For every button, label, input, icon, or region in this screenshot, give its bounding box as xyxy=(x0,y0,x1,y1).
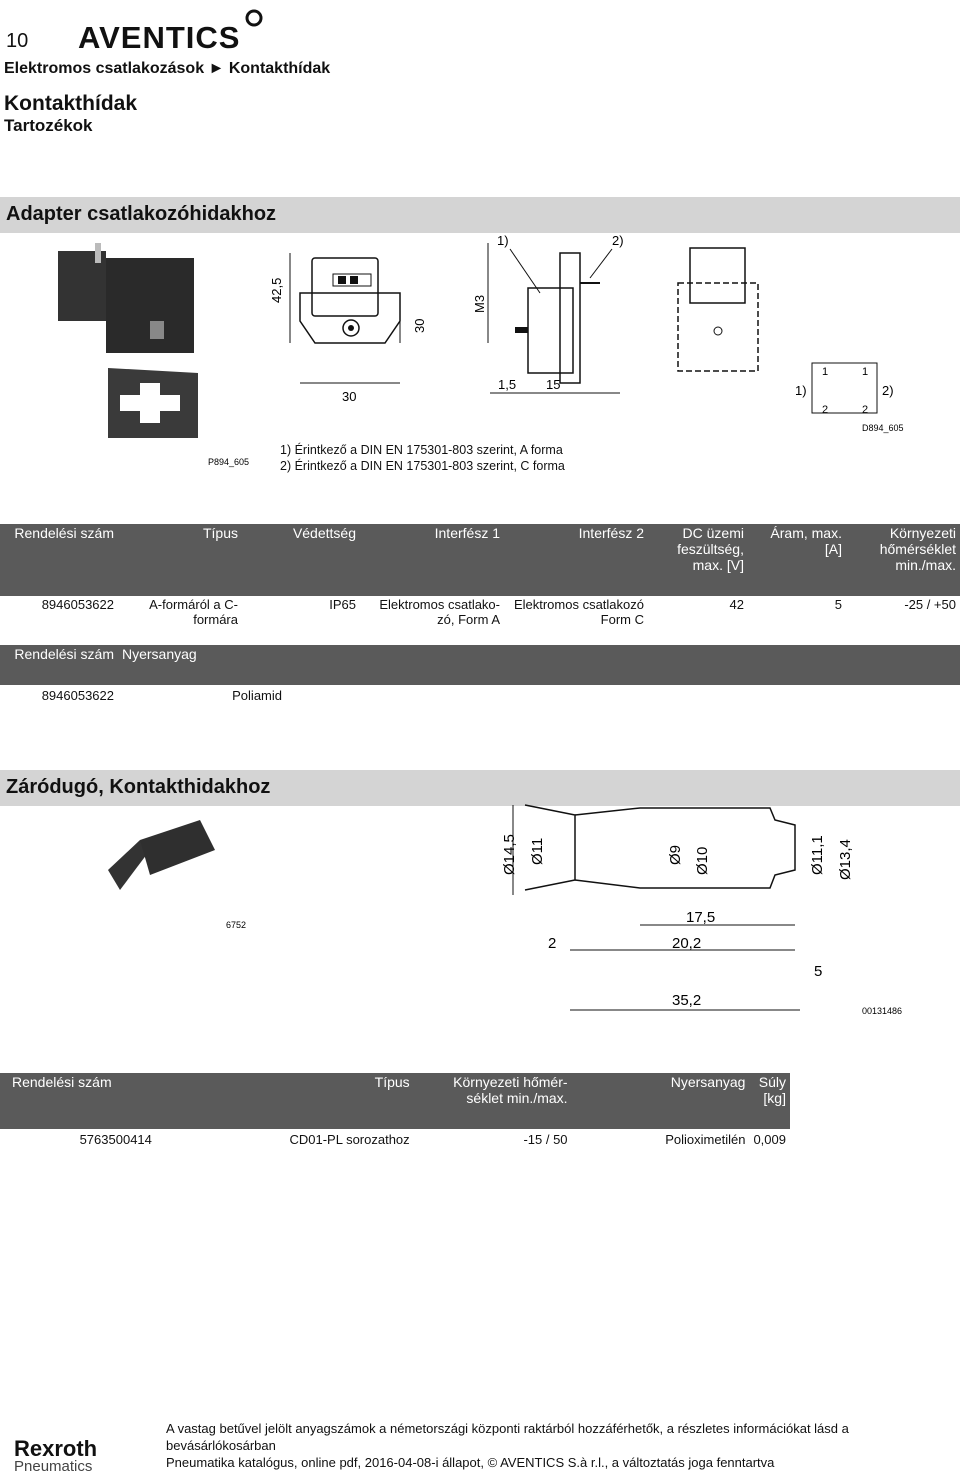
svg-text:1: 1 xyxy=(822,366,829,378)
footer xyxy=(166,1420,956,1471)
rexroth-logo: Rexroth xyxy=(14,1436,98,1461)
section2-title: Záródugó, Kontakthidakhoz xyxy=(6,776,271,798)
footer-line1: A vastag betűvel jelölt anyagszámok a németországi központi raktárból hozzáférhetők, a részletes információkat lásd a bevásárlókosárban xyxy=(166,1421,849,1453)
aventics-logo xyxy=(78,10,268,59)
svg-text:42,5: 42,5 xyxy=(269,277,284,303)
svg-text:5: 5 xyxy=(814,963,823,980)
col-header: Súly [kg] xyxy=(749,1073,790,1129)
plug-photo xyxy=(108,820,215,890)
plug-drawing xyxy=(0,800,960,1020)
breadcrumb xyxy=(4,60,330,78)
svg-text:M3: M3 xyxy=(472,294,487,313)
svg-text:1): 1) xyxy=(497,233,509,248)
page-subtitle: Tartozékok xyxy=(4,116,93,135)
svg-text:35,2: 35,2 xyxy=(672,992,702,1009)
svg-text:20,2: 20,2 xyxy=(672,935,702,952)
svg-text:2: 2 xyxy=(822,404,829,416)
section1-title: Adapter csatlakozóhidakhoz xyxy=(6,203,277,225)
breadcrumb-part2: Kontakthídak xyxy=(228,60,331,77)
svg-text:1,5: 1,5 xyxy=(498,377,517,392)
note-1: 1) Érintkező a DIN EN 175301-803 szerint, A forma xyxy=(280,443,563,457)
col-header: Rendelési szám xyxy=(0,645,118,685)
col-header: DC üzemi feszültség, max. [V] xyxy=(648,524,748,596)
svg-text:Ø9: Ø9 xyxy=(667,844,684,865)
svg-text:2): 2) xyxy=(612,233,624,248)
svg-text:00131486: 00131486 xyxy=(862,1006,903,1016)
col-header: Nyersanyag xyxy=(572,1073,750,1129)
plug-table xyxy=(0,1073,790,1149)
svg-text:Ø10: Ø10 xyxy=(694,846,711,875)
col-header: Típus xyxy=(156,1073,414,1129)
col-header: Interfész 1 xyxy=(360,524,504,596)
table-row: 8946053622 Poliamid xyxy=(41,687,282,703)
svg-text:Ø11,1: Ø11,1 xyxy=(809,835,826,875)
material-table xyxy=(0,645,960,705)
footer-line2: Pneumatika katalógus, online pdf, 2016-04-08-i állapot, © AVENTICS S.à r.l., a változtatás joga fenntartva xyxy=(166,1455,775,1470)
svg-text:P894_605: P894_605 xyxy=(208,457,250,467)
page-title: Kontakthídak xyxy=(4,92,138,115)
col-header: Védettség xyxy=(242,524,360,596)
pneumatics-label: Pneumatics xyxy=(14,1458,93,1475)
col-header: Nyersanyag xyxy=(118,645,286,685)
col-header: Környezeti hőmérséklet min./max. xyxy=(846,524,960,596)
svg-text:30: 30 xyxy=(412,318,427,333)
note-2: 2) Érintkező a DIN EN 175301-803 szerint, C forma xyxy=(280,459,565,473)
svg-text:Ø13,4: Ø13,4 xyxy=(837,839,854,880)
svg-text:2: 2 xyxy=(548,935,557,952)
svg-text:17,5: 17,5 xyxy=(686,909,716,926)
table-row: 8946053622 A-formáról a C-formára IP65 Elektromos csatlako-zó, Form A Elektromos csatlakozó Form C 42 5 -25 / +50 xyxy=(41,597,956,627)
col-header: Interfész 2 xyxy=(504,524,648,596)
breadcrumb-part1: Elektromos csatlakozások xyxy=(4,60,205,77)
table-row: 5763500414 CD01-PL sorozathoz -15 / 50 Polioximetilén 0,009 xyxy=(79,1131,786,1147)
svg-text:Ø11: Ø11 xyxy=(529,837,546,865)
col-header: Rendelési szám xyxy=(0,1073,156,1129)
adapter-table xyxy=(0,524,960,636)
svg-text:D894_605: D894_605 xyxy=(862,423,904,433)
svg-text:2): 2) xyxy=(882,383,894,398)
col-header: Környezeti hőmér-séklet min./max. xyxy=(414,1073,572,1129)
col-header: Áram, max. [A] xyxy=(748,524,846,596)
logo-text: AVENTICS xyxy=(78,20,241,55)
svg-text:Ø14,5: Ø14,5 xyxy=(501,834,518,875)
svg-text:6752: 6752 xyxy=(226,920,247,930)
adapter-photo xyxy=(58,243,194,353)
svg-text:1: 1 xyxy=(862,366,869,378)
col-header: Típus xyxy=(118,524,242,596)
gasket-photo xyxy=(108,368,198,438)
breadcrumb-arrow-icon: ► xyxy=(208,60,225,77)
svg-text:1): 1) xyxy=(795,383,807,398)
svg-text:30: 30 xyxy=(342,389,357,404)
svg-text:2: 2 xyxy=(862,404,869,416)
col-header: Rendelési szám xyxy=(0,524,118,596)
page-number: 10 xyxy=(6,30,29,52)
svg-text:15: 15 xyxy=(546,377,561,392)
